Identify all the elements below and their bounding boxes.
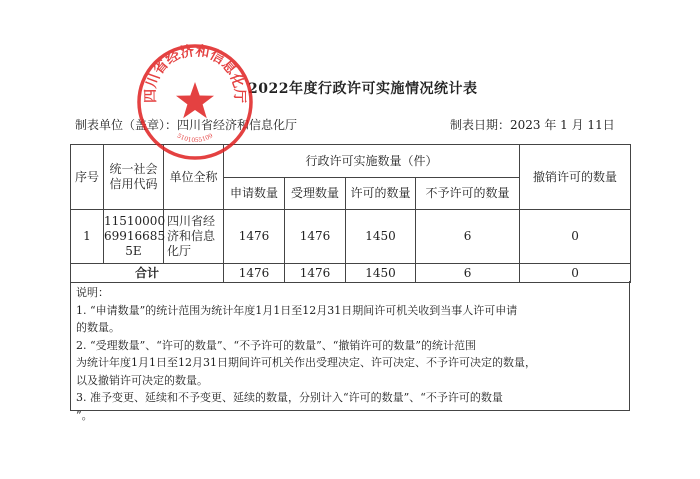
total-not-permitted: 6 bbox=[416, 264, 520, 283]
note-line: 1. “申请数量”的统计范围为统计年度1月1日至12月31日期间许可机关收到当事人许可申请 bbox=[76, 303, 518, 317]
total-row bbox=[71, 264, 631, 283]
subheader-accepted: 受理数量 bbox=[285, 178, 346, 210]
seal-text-path: 四川省经济和信息化厅 bbox=[142, 43, 248, 104]
cell-unit-name bbox=[164, 210, 224, 264]
note-line: 为统计年度1月1日至12月31日期间许可机关作出受理决定、许可决定、不予许可决定的数量， bbox=[76, 356, 536, 369]
unit-name-line: 化厅 bbox=[167, 244, 192, 258]
total-accepted: 1476 bbox=[285, 264, 346, 283]
official-seal bbox=[135, 42, 255, 162]
note-line: 3. 准予变更、延续和不予变更、延续的数量，分别计入“许可的数量”、“不予许可的数量 bbox=[76, 391, 503, 404]
header-credit-code: 统一社会信用代码 bbox=[104, 145, 164, 210]
note-line: 的数量。 bbox=[76, 321, 120, 334]
total-revoked: 0 bbox=[520, 264, 631, 283]
cell-accepted: 1476 bbox=[285, 210, 346, 264]
credit-code-line: 69916685 bbox=[104, 229, 166, 243]
header-impl-group: 行政许可实施数量（件） bbox=[224, 145, 520, 178]
cell-not-permitted: 6 bbox=[416, 210, 520, 264]
total-permitted: 1450 bbox=[346, 264, 416, 283]
header-revoked: 撤销许可的数量 bbox=[520, 145, 631, 210]
cell-credit-code bbox=[104, 210, 164, 264]
header-unit-name: 单位全称 bbox=[164, 145, 224, 210]
note-line: 2. “受理数量”、“许可的数量”、“不予许可的数量”、“撤销许可的数量”的统计范围 bbox=[76, 338, 476, 352]
credit-code-line: 5E bbox=[125, 244, 142, 258]
cell-applied: 1476 bbox=[224, 210, 285, 264]
cell-revoked: 0 bbox=[520, 210, 631, 264]
cell-permitted: 1450 bbox=[346, 210, 416, 264]
total-label: 合计 bbox=[71, 264, 224, 283]
notes-title: 说明： bbox=[76, 286, 109, 299]
seal-star-icon bbox=[176, 82, 214, 118]
issue-date: 制表日期：2023 年 1 月 11日 bbox=[450, 118, 615, 132]
document-title: 2022年度行政许可实施情况统计表 bbox=[248, 81, 478, 97]
note-line: ”。 bbox=[76, 408, 93, 422]
unit-name-line: 四川省经 bbox=[167, 214, 216, 228]
unit-name-line: 济和信息 bbox=[167, 229, 216, 243]
subheader-not-permitted: 不予许可的数量 bbox=[416, 178, 520, 210]
table-row bbox=[71, 210, 631, 264]
total-applied: 1476 bbox=[224, 264, 285, 283]
subheader-permitted: 许可的数量 bbox=[346, 178, 416, 210]
seal-serial-path: 5101055109 bbox=[175, 132, 215, 145]
note-line: 以及撤销许可决定的数量。 bbox=[76, 373, 208, 387]
statistics-table bbox=[70, 144, 631, 283]
credit-code-line: 11510000 bbox=[104, 214, 166, 228]
seal-serial bbox=[176, 132, 215, 144]
header-seq: 序号 bbox=[71, 145, 104, 210]
notes-section bbox=[70, 281, 630, 422]
issuing-unit: 制表单位（盖章）：四川省经济和信息化厅 bbox=[75, 118, 298, 132]
subheader-applied: 申请数量 bbox=[224, 178, 285, 210]
cell-seq: 1 bbox=[71, 210, 104, 264]
